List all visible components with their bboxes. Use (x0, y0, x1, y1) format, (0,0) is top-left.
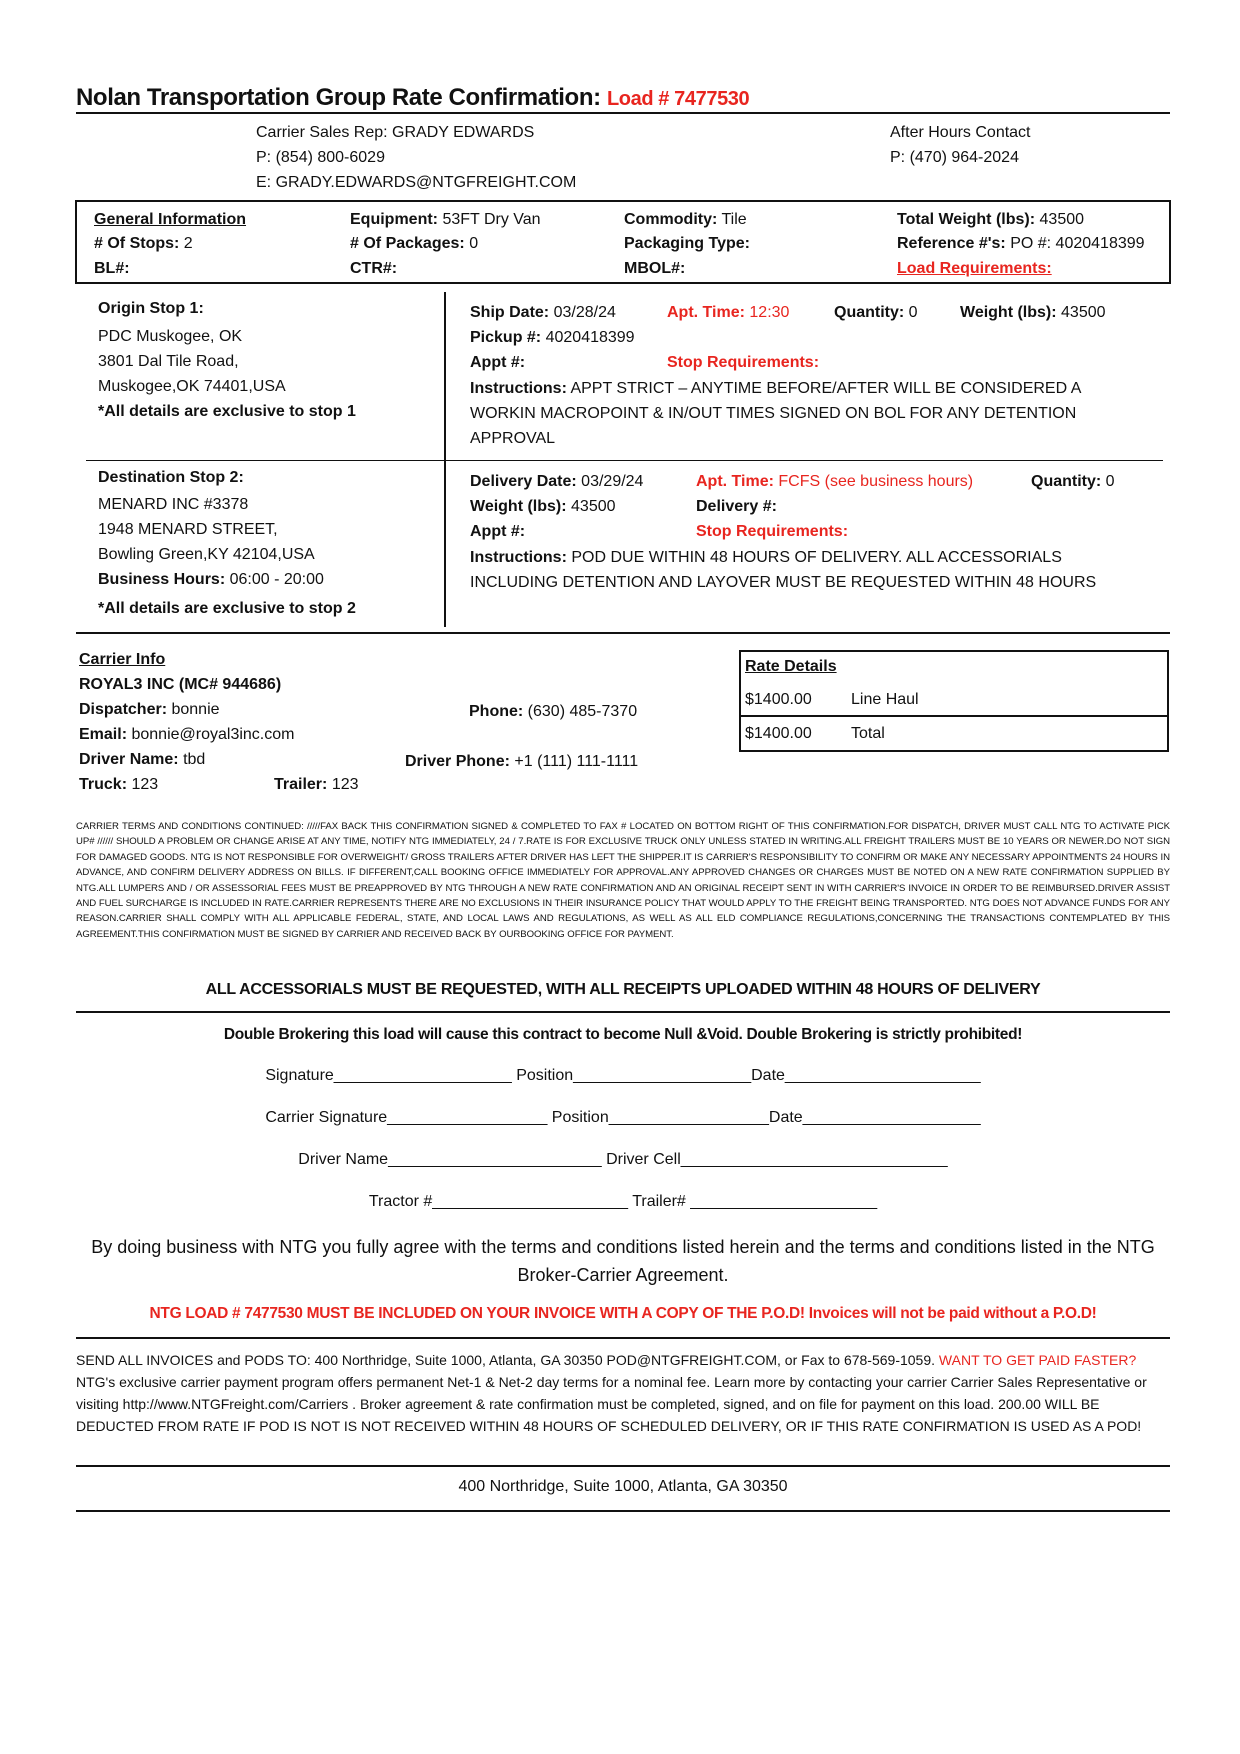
carrier-phone (469, 703, 637, 721)
truck (79, 776, 158, 794)
driver-phone-label: Driver Phone: (405, 753, 510, 770)
title-divider (76, 112, 1170, 114)
footer-top-divider (76, 1465, 1170, 1467)
destination-name: MENARD INC #3378 (98, 496, 249, 513)
origin-exclusive-note: *All details are exclusive to stop 1 (98, 403, 356, 420)
reference-numbers (897, 235, 1145, 253)
carrier-email (79, 726, 294, 744)
origin-address2: Muskogee,OK 74401,USA (98, 378, 286, 395)
send-text-part2: NTG's exclusive carrier payment program offers permanent Net-1 & Net-2 day terms for a nominal fee. Learn more by contacting your carrier Carrier Sales Representative or visiting http://www.NTGFreight.com/Carriers . Broker agreement & rate confirmation must be completed, signed, and on file for payment on this load. 200.00 WILL BE DEDUCTED FROM RATE IF POD IS NOT IS NOT RECEIVED WITHIN 48 HOURS OF SCHEDULED DELIVERY, OR IF THIS RATE CONFIRMATION IS USED AS A POD! (76, 1374, 1147, 1434)
destination-stop-requirements: Stop Requirements: (696, 523, 849, 540)
destination-exclusive-note: *All details are exclusive to stop 2 (98, 600, 356, 617)
destination-quantity (1031, 473, 1115, 491)
commodity (624, 211, 747, 229)
dispatcher-label: Dispatcher: (79, 701, 168, 718)
origin-stop-requirements: Stop Requirements: (667, 354, 820, 371)
signature-line[interactable]: Signature____________________ Position____________________Date______________________ (265, 1067, 981, 1084)
equipment-value: 53FT Dry Van (442, 211, 541, 228)
destination-appt-label: Appt #: (470, 523, 526, 540)
sales-rep-phone: P: (854) 800-6029 (256, 149, 385, 166)
stops-value: 2 (183, 235, 193, 252)
delivery-date-label: Delivery Date: (470, 473, 577, 490)
destination-quantity-label: Quantity: (1031, 473, 1102, 490)
tractor-trailer-line[interactable]: Tractor #______________________ Trailer# _____________________ (368, 1193, 878, 1210)
accessorials-notice: ALL ACCESSORIALS MUST BE REQUESTED, WITH ALL RECEIPTS UPLOADED WITHIN 48 HOURS OF DELIVERY (205, 981, 1041, 998)
origin-heading: Origin Stop 1: (98, 300, 204, 317)
origin-apt-time (667, 304, 789, 322)
stops-label: # Of Stops: (94, 235, 180, 252)
carrier-email-value: bonnie@royal3inc.com (131, 726, 295, 743)
delivery-date (470, 473, 643, 491)
stops-bottom-divider (76, 632, 1170, 634)
truck-label: Truck: (79, 776, 128, 793)
bl-label: BL#: (94, 260, 130, 277)
agreement-text: By doing business with NTG you fully agree with the terms and conditions listed herein and the terms and conditions listed in the NTG Broker-Carrier Agreement. (91, 1237, 1155, 1285)
delivery-date-value: 03/29/24 (581, 473, 644, 490)
send-text-part1: SEND ALL INVOICES and PODS TO: 400 Northridge, Suite 1000, Atlanta, GA 30350 POD@NTGFREIGHT.COM, or Fax to 678-569-1059. (76, 1352, 939, 1368)
dispatcher (79, 701, 220, 719)
destination-weight-label: Weight (lbs): (470, 498, 567, 515)
total-weight-value: 43500 (1039, 211, 1085, 228)
driver-name (79, 751, 205, 769)
stops-count (94, 235, 193, 253)
origin-apt-time-label: Apt. Time: (667, 304, 745, 321)
title-text: Nolan Transportation Group Rate Confirmation: (76, 84, 601, 111)
destination-apt-time (696, 473, 973, 491)
packages-label: # Of Packages: (350, 235, 465, 252)
origin-quantity-label: Quantity: (834, 304, 905, 321)
after-hours-label: After Hours Contact (890, 124, 1031, 141)
packages (350, 235, 478, 253)
origin-instructions-label: Instructions: (470, 380, 567, 397)
pod-divider (76, 1337, 1170, 1339)
get-paid-faster: WANT TO GET PAID FASTER? (938, 1352, 1137, 1368)
rate-row (745, 691, 812, 709)
pickup-value: 4020418399 (545, 329, 635, 346)
load-number: Load # 7477530 (606, 88, 750, 110)
business-hours-label: Business Hours: (98, 571, 226, 588)
driver-name-label: Driver Name: (79, 751, 179, 768)
notice-divider (76, 1011, 1170, 1013)
ship-date (470, 304, 616, 322)
sales-rep-email: E: GRADY.EDWARDS@NTGFREIGHT.COM (256, 174, 577, 191)
rate-divider (739, 715, 1169, 717)
footer-address: 400 Northridge, Suite 1000, Atlanta, GA 30350 (458, 1478, 788, 1495)
rate-row-label: Total (851, 725, 885, 742)
origin-instructions-line3: APPROVAL (470, 430, 556, 447)
page-title (76, 84, 749, 112)
trailer-label: Trailer: (274, 776, 328, 793)
destination-instructions-label: Instructions: (470, 549, 567, 566)
rate-amount: $1400.00 (745, 725, 812, 742)
send-invoices-text (76, 1349, 1170, 1437)
equipment (350, 211, 541, 229)
origin-weight-value: 43500 (1061, 304, 1106, 321)
origin-name: PDC Muskogee, OK (98, 328, 243, 345)
driver-name-value: tbd (183, 751, 206, 768)
destination-heading: Destination Stop 2: (98, 469, 244, 486)
destination-apt-time-label: Apt. Time: (696, 473, 774, 490)
origin-weight-label: Weight (lbs): (960, 304, 1057, 321)
footer-bottom-divider (76, 1510, 1170, 1512)
rate-amount: $1400.00 (745, 691, 812, 708)
trailer-value: 123 (331, 776, 359, 793)
after-hours-phone: P: (470) 964-2024 (890, 149, 1019, 166)
truck-value: 123 (131, 776, 159, 793)
carrier-phone-label: Phone: (469, 703, 524, 720)
commodity-value: Tile (721, 211, 747, 228)
origin-divider (444, 292, 446, 460)
packaging-type-label: Packaging Type: (624, 235, 750, 252)
carrier-signature-line[interactable]: Carrier Signature__________________ Position__________________Date____________________ (265, 1109, 981, 1126)
destination-instructions (470, 545, 1160, 595)
reference-value: PO #: 4020418399 (1010, 235, 1145, 252)
origin-quantity (834, 304, 918, 322)
rate-row-label: Line Haul (851, 691, 919, 708)
reference-label: Reference #'s: (897, 235, 1006, 252)
total-weight-label: Total Weight (lbs): (897, 211, 1036, 228)
stop-divider (86, 460, 1163, 461)
ship-date-value: 03/28/24 (553, 304, 616, 321)
sales-rep: Carrier Sales Rep: GRADY EDWARDS (256, 124, 535, 141)
destination-address1: 1948 MENARD STREET, (98, 521, 278, 538)
load-requirements-link: Load Requirements: (897, 260, 1052, 277)
destination-quantity-value: 0 (1105, 473, 1115, 490)
driver-phone (405, 753, 638, 771)
destination-divider (444, 461, 446, 627)
origin-instructions-line1: APPT STRICT – ANYTIME BEFORE/AFTER WILL BE CONSIDERED A (570, 380, 1082, 397)
pod-warning: NTG LOAD # 7477530 MUST BE INCLUDED ON YOUR INVOICE WITH A COPY OF THE P.O.D! Invoices will not be paid without a P.O.D! (149, 1305, 1097, 1322)
destination-instructions-line1: POD DUE WITHIN 48 HOURS OF DELIVERY. ALL ACCESSORIALS (571, 549, 1062, 566)
origin-quantity-value: 0 (908, 304, 918, 321)
pickup-number (470, 329, 635, 347)
carrier-phone-value: (630) 485-7370 (527, 703, 638, 720)
commodity-label: Commodity: (624, 211, 718, 228)
carrier-company: ROYAL3 INC (MC# 944686) (79, 676, 282, 693)
pickup-label: Pickup #: (470, 329, 542, 346)
business-hours (98, 571, 324, 589)
origin-appt-label: Appt #: (470, 354, 526, 371)
destination-instructions-line2: INCLUDING DETENTION AND LAYOVER MUST BE REQUESTED WITHIN 48 HOURS (470, 574, 1097, 591)
business-hours-value: 06:00 - 20:00 (229, 571, 324, 588)
delivery-number-label: Delivery #: (696, 498, 777, 515)
origin-instructions (470, 376, 1160, 451)
trailer (274, 776, 359, 794)
destination-weight (470, 498, 616, 516)
dispatcher-value: bonnie (171, 701, 220, 718)
total-weight (897, 211, 1084, 229)
origin-weight (960, 304, 1106, 322)
destination-apt-time-value: FCFS (see business hours) (778, 473, 974, 490)
driver-line[interactable]: Driver Name________________________ Driver Cell______________________________ (298, 1151, 948, 1168)
general-info-heading: General Information (94, 211, 247, 228)
driver-phone-value: +1 (111) 111-1111 (514, 753, 639, 770)
mbol-label: MBOL#: (624, 260, 686, 277)
destination-weight-value: 43500 (571, 498, 616, 515)
double-brokering-notice: Double Brokering this load will cause this contract to become Null &Void. Double Brokering is strictly prohibited! (223, 1026, 1023, 1043)
origin-instructions-line2: WORKIN MACROPOINT & IN/OUT TIMES SIGNED ON BOL FOR ANY DETENTION (470, 405, 1077, 422)
destination-address2: Bowling Green,KY 42104,USA (98, 546, 315, 563)
rate-details-heading: Rate Details (745, 658, 837, 675)
rate-row (745, 725, 812, 743)
carrier-info-heading: Carrier Info (79, 651, 166, 668)
equipment-label: Equipment: (350, 211, 438, 228)
ctr-label: CTR#: (350, 260, 398, 277)
carrier-email-label: Email: (79, 726, 128, 743)
origin-apt-time-value: 12:30 (749, 304, 790, 321)
origin-address1: 3801 Dal Tile Road, (98, 353, 239, 370)
ship-date-label: Ship Date: (470, 304, 550, 321)
terms-and-conditions: CARRIER TERMS AND CONDITIONS CONTINUED: /////FAX BACK THIS CONFIRMATION SIGNED & COMPLETED TO FAX # LOCATED ON BOTTOM RIGHT OF THIS CONFIRMATION.FOR DISPATCH, DRIVER MUST CALL NTG TO ACTIVATE PICK UP# ////// SHOULD A PROBLEM OR CHANGE ARISE AT ANY TIME, NOTIFY NTG IMMEDIATELY, 24 / 7.RATE IS FOR EXCLUSIVE TRUCK ONLY UNLESS STATED IN WRITING.ALL FREIGHT TRAILERS MUST BE 10 YEARS OR NEWER.DO NOT SIGN FOR DAMAGED GOODS. NTG IS NOT RESPONSIBLE FOR OVERWEIGHT/ GROSS TRAILERS AFTER DRIVER HAS LEFT THE SHIPPER.IT IS CARRIER'S RESPONSIBILITY TO CONFIRM OR MAKE ANY NECESSARY APPOINTMENTS 24 HOURS IN ADVANCE, AND CONFIRM DELIVERY ADDRESS ON BILLS. IF DIFFERENT,CALL BOOKING OFFICE IMMEDIATELY FOR APPROVAL.ANY APPROVED CHANGES OR CHARGES MUST BE NOTED ON A NEW RATE CONFIRMATION SUPPLIED BY NTG.ALL LUMPERS AND / OR ASSESSORIAL FEES MUST BE PREAPPROVED BY NTG THROUGH A NEW RATE CONFIRMATION AND AN ORIGINAL RECEIPT SENT IN WITH CARRIER'S INVOICE IN ORDER TO BE REIMBURSED.DRIVER ASSIST AND FUEL SURCHARGE IS INCLUDED IN RATE.CARRIER REPRESENTS THERE ARE NO EXCLUSIONS IN THEIR INSURANCE POLICY THAT WOULD APPLY TO THE FREIGHT BEING TRANSPORTED. NTG DOES NOT ADVANCE FUNDS FOR ANY REASON.CARRIER SHALL COMPLY WITH ALL APPLICABLE FEDERAL, STATE, AND LOCAL LAWS AND REGULATIONS, AS WELL AS ALL ELD COMPLIANCE REGULATIONS,CONCERNING THE TRANSACTIONS CONTEMPLATED BY THIS AGREEMENT.THIS CONFIRMATION MUST BE SIGNED BY CARRIER AND RECEIVED BACK BY OURBOOKING OFFICE FOR PAYMENT. (76, 821, 1170, 940)
packages-value: 0 (469, 235, 479, 252)
